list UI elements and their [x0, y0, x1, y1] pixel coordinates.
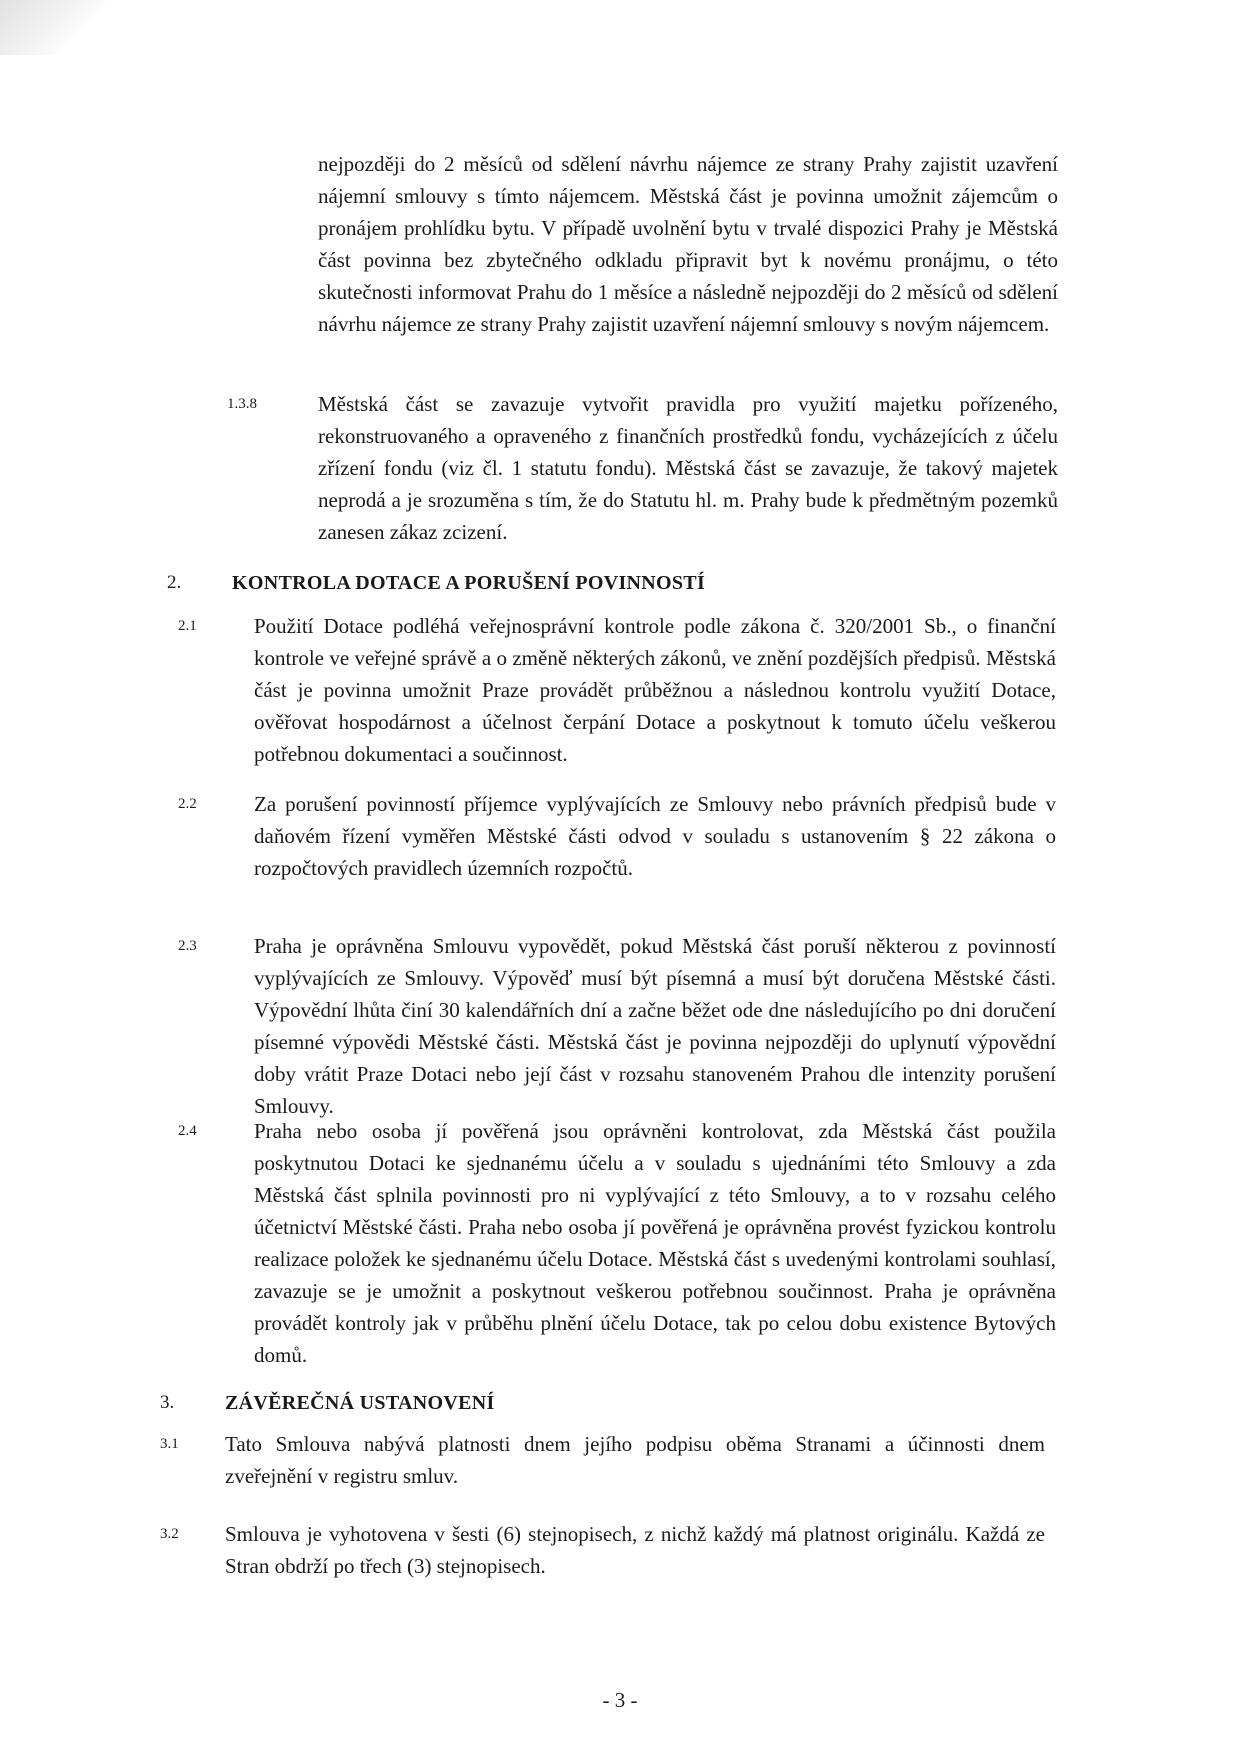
paragraph-2-2: Za porušení povinností příjemce vyplývajících ze Smlouvy nebo právních předpisů bude v daňovém řízení vyměřen Městské části odvod v souladu s ustanovením § 22 zákona o rozpočtových pravidlech územních rozpočtů.	[254, 792, 1056, 880]
paragraph-1-3-7-continuation: nejpozději do 2 měsíců od sdělení návrhu nájemce ze strany Prahy zajistit uzavření nájemní smlouvy s tímto nájemcem. Městská část je povinna umožnit zájemcům o pronájem prohlídku bytu. V případě uvolnění bytu v trvalé dispozici Prahy je Městská část povinna bez zbytečného odkladu připravit byt k novému pronájmu, o této skutečnosti informovat Prahu do 1 měsíce a následně nejpozději do 2 měsíců od sdělení návrhu nájemce ze strany Prahy zajistit uzavření nájemní smlouvy s novým nájemcem.	[318, 152, 1058, 336]
section-number-2: 2.	[167, 572, 182, 593]
paragraph-3-1: Tato Smlouva nabývá platnosti dnem jejího podpisu oběma Stranami a účinnosti dnem zveřejnění v registru smluv.	[225, 1432, 1045, 1488]
section-heading-zaverecna-ustanoveni: ZÁVĚREČNÁ USTANOVENÍ	[225, 1392, 495, 1414]
paragraph-3-2: Smlouva je vyhotovena v šesti (6) stejnopisech, z nichž každý má platnost originálu. Každá ze Stran obdrží po třech (3) stejnopisech.	[225, 1522, 1045, 1578]
section-number-3: 3.	[160, 1392, 175, 1413]
clause-number-1-3-8: 1.3.8	[227, 396, 257, 412]
page-number: - 3 -	[602, 1688, 638, 1712]
clause-number-3-2: 3.2	[160, 1526, 179, 1542]
clause-number-3-1: 3.1	[160, 1436, 179, 1452]
paragraph-2-3: Praha je oprávněna Smlouvu vypovědět, pokud Městská část poruší některou z povinností vyplývajících ze Smlouvy. Výpověď musí být písemná a musí být doručena Městské části. Výpovědní lhůta činí 30 kalendářních dní a začne běžet ode dne následujícího po dni doručení písemné výpovědi Městské části. Městská část je povinna nejpozději do uplynutí výpovědní doby vrátit Praze Dotaci nebo její část v rozsahu stanoveném Prahou dle intenzity porušení Smlouvy.	[254, 934, 1056, 1118]
paragraph-2-4: Praha nebo osoba jí pověřená jsou oprávněni kontrolovat, zda Městská část použila poskytnutou Dotaci ke sjednanému účelu a v souladu s ujednáními této Smlouvy a zda Městská část splnila povinnosti pro ni vyplývající z této Smlouvy, a to v rozsahu celého účetnictví Městské části. Praha nebo osoba jí pověřená je oprávněna provést fyzickou kontrolu realizace položek ke sjednanému účelu Dotace. Městská část s uvedenými kontrolami souhlasí, zavazuje se je umožnit a poskytnout veškerou potřebnou součinnost. Praha je oprávněna provádět kontroly jak v průběhu plnění účelu Dotace, tak po celou dobu existence Bytových domů.	[254, 1119, 1056, 1367]
paragraph-2-1: Použití Dotace podléhá veřejnosprávní kontrole podle zákona č. 320/2001 Sb., o finanční kontrole ve veřejné správě a o změně některých zákonů, ve znění pozdějších předpisů. Městská část je povinna umožnit Praze provádět průběžnou a následnou kontrolu využití Dotace, ověřovat hospodárnost a účelnost čerpání Dotace a poskytnout k tomuto účelu veškerou potřebnou dokumentaci a součinnost.	[254, 614, 1056, 766]
section-heading-kontrola-dotace: KONTROLA DOTACE A PORUŠENÍ POVINNOSTÍ	[232, 572, 706, 594]
clause-number-2-2: 2.2	[178, 796, 197, 812]
clause-number-2-3: 2.3	[178, 938, 197, 954]
scan-artifact	[0, 0, 105, 55]
clause-number-2-1: 2.1	[178, 618, 197, 634]
clause-number-2-4: 2.4	[178, 1123, 197, 1139]
paragraph-1-3-8: Městská část se zavazuje vytvořit pravidla pro využití majetku pořízeného, rekonstruovaného a opraveného z finančních prostředků fondu, vycházejících z účelu zřízení fondu (viz čl. 1 statutu fondu). Městská část se zavazuje, že takový majetek neprodá a je srozuměna s tím, že do Statutu hl. m. Prahy bude k předmětným pozemků zanesen zákaz zcizení.	[318, 392, 1058, 544]
